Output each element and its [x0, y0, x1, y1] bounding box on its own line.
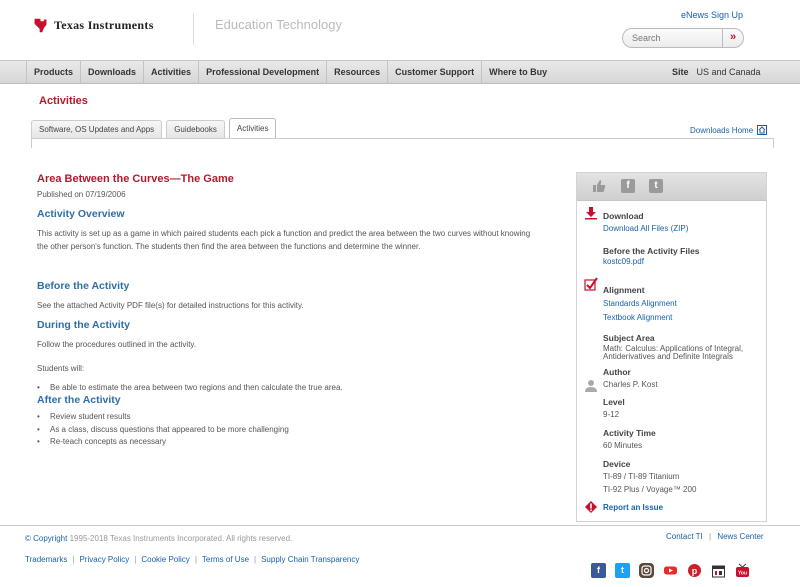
- tab-software[interactable]: Software, OS Updates and Apps: [31, 120, 162, 138]
- nav-item-professional-development[interactable]: Professional Development: [198, 61, 326, 83]
- tabs-divider-right: [773, 138, 774, 148]
- site-header: [0, 0, 800, 58]
- terms-of-use-link[interactable]: Terms of Use: [201, 555, 250, 564]
- tabs-divider-left: [31, 138, 32, 148]
- textbook-alignment-link[interactable]: Textbook Alignment: [603, 313, 673, 322]
- tab-activities[interactable]: Activities: [229, 118, 277, 138]
- activity-title: Area Between the Curves—The Game: [37, 173, 234, 185]
- page-title: Activities: [39, 95, 88, 107]
- copyright-link[interactable]: © Copyright: [25, 534, 68, 543]
- contact-ti-link[interactable]: Contact TI: [666, 532, 703, 541]
- before-files-heading: Before the Activity Files: [603, 246, 700, 256]
- search-input[interactable]: Search: [622, 28, 722, 48]
- main-nav: [0, 60, 800, 84]
- thumbs-up-icon[interactable]: [592, 179, 606, 193]
- nav-item-downloads[interactable]: Downloads: [80, 61, 143, 83]
- download-heading: Download: [603, 211, 644, 221]
- students-will-label: Students will:: [37, 364, 85, 373]
- pinterest-icon[interactable]: [687, 563, 702, 578]
- site-selector[interactable]: [672, 61, 761, 83]
- footer-divider: [0, 525, 800, 526]
- facebook-icon[interactable]: f: [591, 563, 606, 578]
- time-value: 60 Minutes: [603, 441, 643, 450]
- downloads-home-label: Downloads Home: [690, 125, 754, 135]
- subject-value: Math: Calculus: Applications of Integral, Antiderivatives and Definite Integrals: [603, 344, 744, 361]
- list-item: • Review student results: [37, 411, 289, 424]
- tab-guidebooks[interactable]: Guidebooks: [166, 120, 225, 138]
- downloads-home-link[interactable]: [690, 125, 767, 135]
- subject-heading: Subject Area: [603, 333, 655, 343]
- footer-separator: |: [254, 555, 257, 564]
- list-item: • Re-teach concepts as necessary: [37, 436, 289, 449]
- youtube-icon[interactable]: [663, 563, 678, 578]
- overview-heading: Activity Overview: [37, 208, 125, 220]
- search-button[interactable]: »: [722, 28, 744, 48]
- before-heading: Before the Activity: [37, 280, 130, 292]
- tabs-divider: [31, 138, 774, 139]
- brand-name: Texas Instruments: [54, 18, 154, 32]
- nav-item-customer-support[interactable]: Customer Support: [387, 61, 481, 83]
- ti-logo[interactable]: [32, 17, 154, 34]
- copyright-text: 1995-2018 Texas Instruments Incorporated. All rights reserved.: [69, 534, 293, 543]
- nav-item-activities[interactable]: Activities: [143, 61, 198, 83]
- site-value: US and Canada: [696, 67, 761, 77]
- nav-item-resources[interactable]: Resources: [326, 61, 387, 83]
- copyright: [25, 534, 292, 543]
- calendar-icon[interactable]: [711, 563, 726, 578]
- overview-text: This activity is set up as a game in which paired students each pick a function and predict the area between the two curves without knowing the other person's function. The students then find the area between the functions and determine the winner.: [37, 229, 531, 251]
- alignment-heading: Alignment: [603, 285, 645, 295]
- youtube-tv-icon[interactable]: [735, 563, 750, 578]
- list-item: • Be able to estimate the area between two regions and then calculate the true area.: [37, 382, 343, 395]
- nav-item-products[interactable]: Products: [26, 61, 80, 83]
- footer-contact: [666, 532, 764, 541]
- time-heading: Activity Time: [603, 428, 656, 438]
- report-issue-icon: [584, 500, 598, 514]
- footer-separator: |: [709, 532, 712, 541]
- footer-separator: |: [194, 555, 197, 564]
- site-label: Site: [672, 67, 689, 77]
- level-heading: Level: [603, 397, 625, 407]
- list-item: • As a class, discuss questions that appeared to be more challenging: [37, 424, 289, 437]
- after-heading: After the Activity: [37, 394, 121, 406]
- footer-links: [25, 555, 359, 564]
- download-icon: [584, 206, 598, 220]
- cookie-policy-link[interactable]: Cookie Policy: [141, 555, 190, 564]
- header-divider: [193, 13, 194, 45]
- level-value: 9-12: [603, 410, 620, 419]
- twitter-icon[interactable]: t: [615, 563, 630, 578]
- activity-sidebar: [576, 172, 767, 522]
- svg-text:You: You: [737, 570, 748, 577]
- author-icon: [584, 379, 598, 393]
- ti-logo-icon: [32, 17, 49, 34]
- device-line-2: TI-92 Plus / Voyage™ 200: [603, 485, 697, 494]
- facebook-icon[interactable]: f: [621, 179, 635, 193]
- students-list: [37, 382, 343, 395]
- nav-item-where-to-buy[interactable]: Where to Buy: [481, 61, 554, 83]
- svg-text:p: p: [691, 566, 698, 576]
- before-file-link[interactable]: kostc09.pdf: [603, 257, 644, 266]
- instagram-icon[interactable]: [639, 563, 654, 578]
- product-name: Education Technology: [215, 17, 342, 32]
- standards-alignment-link[interactable]: Standards Alignment: [603, 299, 677, 308]
- report-issue-link[interactable]: Report an Issue: [603, 503, 664, 512]
- author-value: Charles P. Kost: [603, 380, 658, 389]
- social-links: [591, 563, 750, 578]
- device-heading: Device: [603, 459, 631, 469]
- twitter-icon[interactable]: t: [649, 179, 663, 193]
- after-list: [37, 411, 289, 449]
- home-icon: [757, 125, 767, 135]
- before-text: See the attached Activity PDF file(s) for detailed instructions for this activity.: [37, 301, 304, 310]
- privacy-policy-link[interactable]: Privacy Policy: [79, 555, 130, 564]
- enews-signup-link[interactable]: eNews Sign Up: [680, 10, 743, 20]
- trademarks-link[interactable]: Trademarks: [25, 555, 68, 564]
- download-tabs: [31, 120, 276, 138]
- during-heading: During the Activity: [37, 319, 130, 331]
- author-heading: Author: [603, 367, 631, 377]
- news-center-link[interactable]: News Center: [717, 532, 764, 541]
- checkbox-icon: [584, 277, 598, 291]
- device-line-1: TI-89 / TI-89 Titanium: [603, 472, 680, 481]
- share-bar: [577, 173, 766, 201]
- published-date: Published on 07/19/2006: [37, 190, 126, 199]
- download-all-link[interactable]: Download All Files (ZIP): [603, 224, 689, 233]
- during-text: Follow the procedures outlined in the activity.: [37, 340, 197, 349]
- footer-separator: |: [134, 555, 137, 564]
- supply-chain-link[interactable]: Supply Chain Transparency: [261, 555, 360, 564]
- footer-separator: |: [72, 555, 75, 564]
